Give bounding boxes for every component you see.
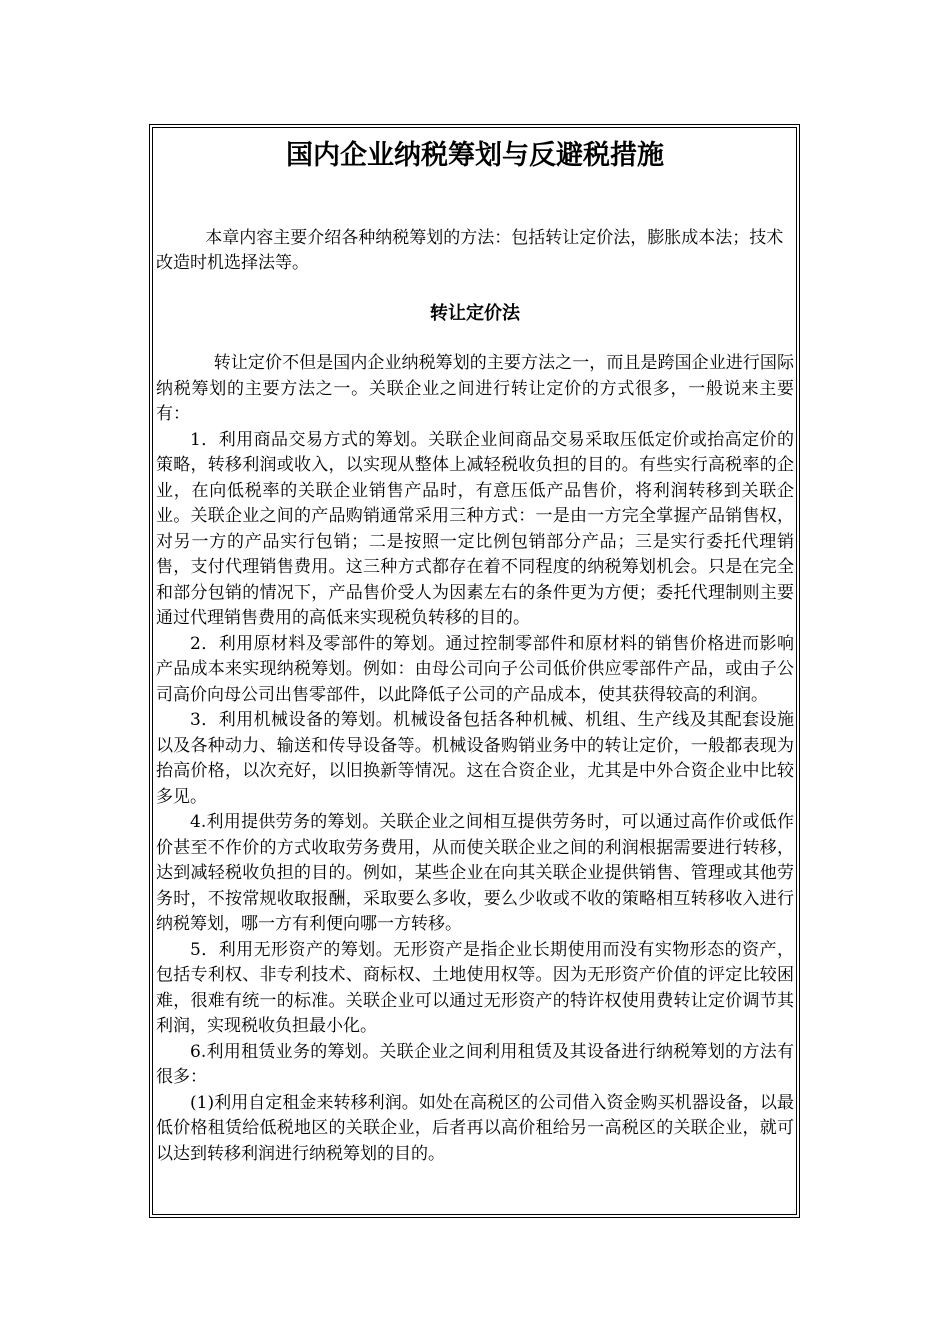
document-body [152,127,797,1215]
document-frame [149,124,800,1218]
lead-paragraph: 转让定价不但是国内企业纳税筹划的主要方法之一，而且是跨国企业进行国际纳税筹划的主要方法之一。关联企业之间进行转让定价的方式很多，一般说来主要有： [156,353,794,424]
paragraph-raw-materials: 2．利用原材料及零部件的筹划。通过控制零部件和原材料的销售价格进而影响产品成本来实现纳税筹划。例如：由母公司向子公司低价供应零部件产品，或由子公司高价向母公司出售零部件，以此降低子公司的产品成本，使其获得较高的利润。 [156,633,794,705]
paragraph-leasing-rent: (1)利用自定租金来转移利润。如处在高税区的公司借入资金购买机器设备，以最低价格租赁给低税地区的关联企业，后者再以高价租给另一高税区的关联企业，就可以达到转移利润进行纳税筹划的目的。 [156,1092,794,1164]
section-heading: 转让定价法 [430,303,520,324]
paragraph-commodity-trade: 1．利用商品交易方式的筹划。关联企业间商品交易采取压低定价或抬高定价的策略，转移利润或收入，以实现从整体上减轻税收负担的目的。有些实行高税率的企业，在向低税率的关联企业销售产品时，有意压低产品售价，将利润转移到关联企业。关联企业之间的产品购销通常采用三种方式：一是由一方完全掌握产品销售权，对另一方的产品实行包销；二是按照一定比例包销部分产品；三是实行委托代理销售，支付代理销售费用。这三种方式都存在着不同程度的纳税筹划机会。只是在完全和部分包销的情况下，产品售价受人为因素左右的条件更为方便；委托代理制则主要通过代理销售费用的高低来实现税负转移的目的。 [156,429,794,628]
paragraph-intangible-assets: 5．利用无形资产的筹划。无形资产是指企业长期使用而没有实物形态的资产，包括专利权、非专利技术、商标权、土地使用权等。因为无形资产价值的评定比较困难，很难有统一的标准。关联企业可以通过无形资产的特许权使用费转让定价调节其利润，实现税收负担最小化。 [156,939,794,1036]
paragraph-labor-services: 4.利用提供劳务的筹划。关联企业之间相互提供劳务时，可以通过高作价或低作价甚至不作价的方式收取劳务费用，从而使关联企业之间的利润根据需要进行转移，达到减轻税收负担的目的。例如，某些企业在向其关联企业提供销售、管理或其他劳务时，不按常规收取报酬，采取要么多收，要么少收或不收的策略相互转移收入进行纳税筹划，哪一方有利便向哪一方转移。 [156,812,794,934]
paragraph-machinery: 3．利用机械设备的筹划。机械设备包括各种机械、机组、生产线及其配套设施以及各种动力、输送和传导设备等。机械设备购销业务中的转让定价，一般都表现为抬高价格，以次充好，以旧换新等情况。这在合资企业，尤其是中外合资企业中比较多见。 [156,710,794,807]
paragraph-leasing: 6.利用租赁业务的筹划。关联企业之间利用租赁及其设备进行纳税筹划的方法有很多： [156,1041,794,1087]
intro-paragraph: 本章内容主要介绍各种纳税筹划的方法：包括转让定价法，膨胀成本法；技术改造时机选择法等。 [156,228,784,273]
page-title: 国内企业纳税筹划与反避税措施 [286,140,664,171]
